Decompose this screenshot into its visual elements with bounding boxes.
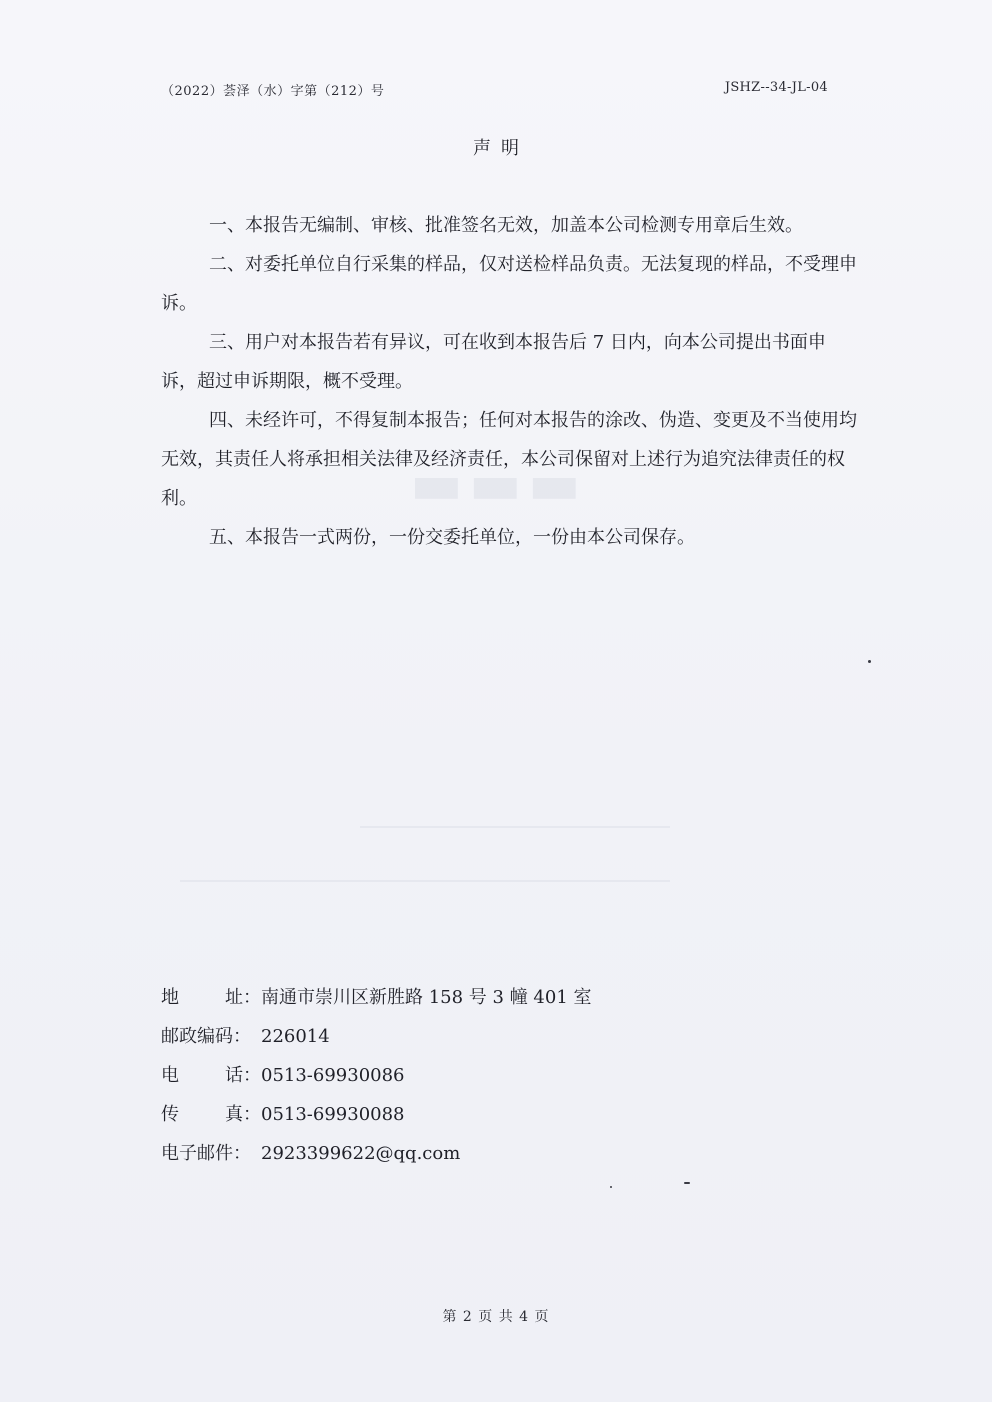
address-value: 南通市崇川区新胜路 158 号 3 幢 401 室: [261, 987, 592, 1008]
page-title: 声明: [473, 138, 529, 159]
phone-label: 电 话：: [161, 1065, 261, 1086]
fax-label: 传 真：: [161, 1104, 261, 1125]
phone-row: [161, 1056, 592, 1095]
address-row: [161, 978, 592, 1017]
fax-value: 0513-69930088: [261, 1104, 405, 1125]
postcode-row: [161, 1017, 592, 1056]
report-number: （2022）荟泽（水）字第（212）号: [161, 84, 385, 99]
email-label: 电子邮件：: [161, 1143, 251, 1164]
page-number: 第 2 页 共 4 页: [442, 1309, 550, 1325]
fax-row: [161, 1095, 592, 1134]
clause-text: 一、本报告无编制、审核、批准签名无效，加盖本公司检测专用章后生效。: [209, 215, 803, 236]
clause-text: 四、未经许可，不得复制本报告；任何对本报告的涂改、伪造、变更及不当使用均无效，其责任人将承担相关法律及经济责任，本公司保留对上述行为追究法律责任的权利。: [161, 410, 857, 509]
bleed-through-mark: ▬▬▬: [410, 452, 587, 517]
clause-text: 二、对委托单位自行采集的样品，仅对送检样品负责。无法复现的样品，不受理申诉。: [161, 254, 857, 314]
statement-clause: [161, 323, 861, 401]
email-value: 2923399622@qq.com: [261, 1143, 461, 1164]
phone-value: 0513-69930086: [261, 1065, 405, 1086]
statement-clause: [161, 401, 861, 518]
scan-speck: [684, 1182, 690, 1184]
scan-speck: [610, 1186, 612, 1188]
form-code: JSHZ--34-JL-04: [724, 80, 828, 95]
address-label: 地 址：: [161, 987, 261, 1008]
contact-info: [161, 978, 592, 1173]
scan-speck: [868, 660, 871, 663]
postcode-value: 226014: [261, 1026, 330, 1047]
statement-clause: [161, 206, 861, 245]
statement-clause: [161, 518, 861, 557]
bleed-through-mark: [180, 880, 670, 882]
bleed-through-mark: [360, 826, 670, 828]
email-row: [161, 1134, 592, 1173]
clause-text: 三、用户对本报告若有异议，可在收到本报告后 7 日内，向本公司提出书面申诉，超过申诉期限，概不受理。: [161, 332, 826, 392]
postcode-label: 邮政编码：: [161, 1026, 251, 1047]
statement-clause: [161, 245, 861, 323]
clause-text: 五、本报告一式两份，一份交委托单位，一份由本公司保存。: [209, 527, 695, 548]
